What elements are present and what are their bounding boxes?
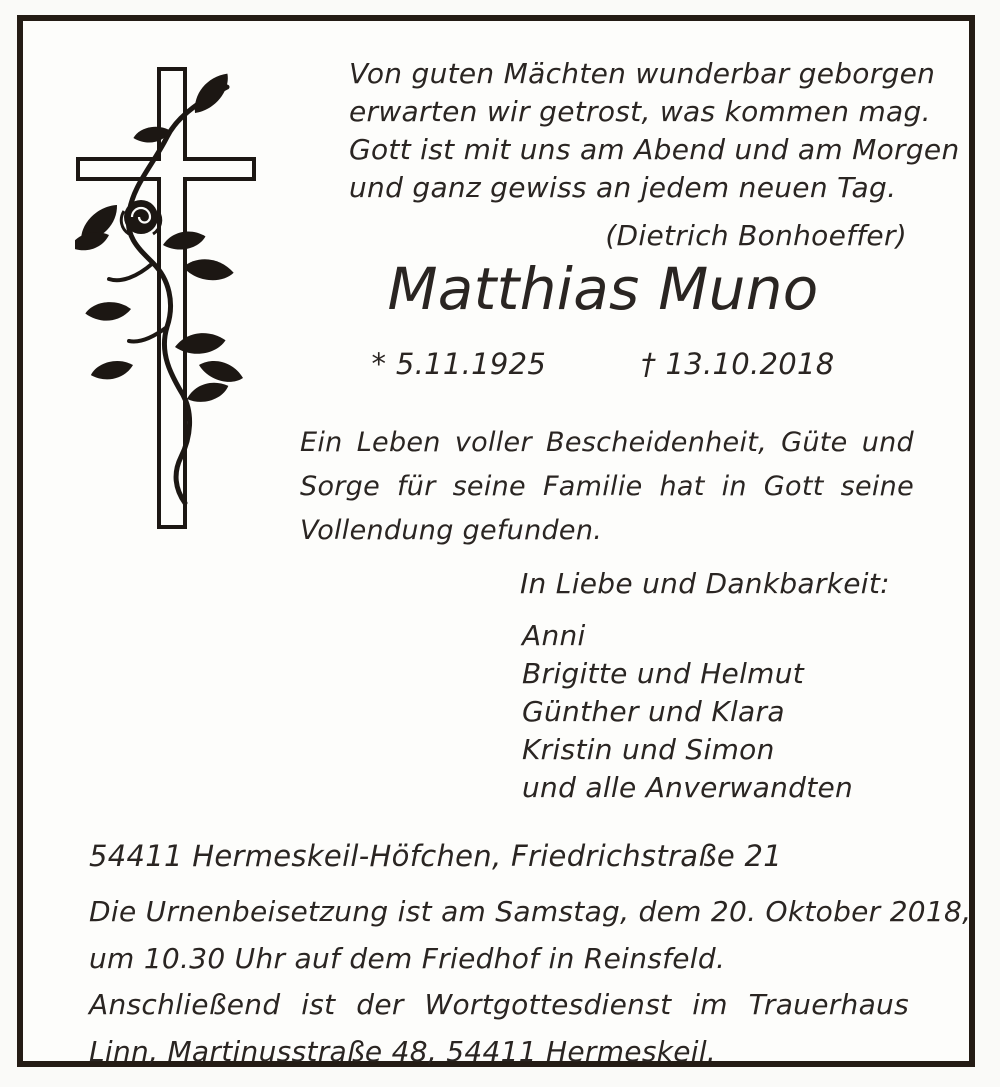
mourner-name: Anni: [522, 619, 586, 652]
verse-line: Gott ist mit uns am Abend und am Morgen: [349, 133, 960, 166]
tribute-line: Ein Leben voller Bescheidenheit, Güte und: [300, 427, 914, 458]
tribute-line: Sorge für seine Familie hat in Gott seine: [300, 471, 914, 502]
funeral-line: Die Urnenbeisetzung ist am Samstag, dem 20. Oktober 2018,: [89, 895, 972, 928]
mourners-heading: In Liebe und Dankbarkeit:: [520, 567, 890, 600]
verse-line: und ganz gewiss an jedem neuen Tag.: [349, 171, 897, 204]
funeral-information: [89, 889, 972, 1075]
obituary-frame-border: [17, 15, 975, 1067]
verse-attribution: (Dietrich Bonhoeffer): [605, 219, 907, 252]
mourners-list: [522, 617, 853, 807]
mourner-name: Kristin und Simon: [522, 733, 775, 766]
birth-date: * 5.11.1925: [371, 347, 547, 381]
death-date: † 13.10.2018: [641, 347, 835, 381]
verse-line: Von guten Mächten wunderbar geborgen: [349, 57, 936, 90]
funeral-line: um 10.30 Uhr auf dem Friedhof in Reinsfeld.: [89, 941, 726, 975]
tribute-line: Vollendung gefunden.: [300, 515, 603, 546]
mourner-name: und alle Anverwandten: [522, 771, 854, 804]
funeral-line: Linn, Martinusstraße 48, 54411 Hermeskeil.: [89, 1034, 717, 1068]
cross-rose-vine-icon: [75, 65, 257, 531]
verse-line: erwarten wir getrost, was kommen mag.: [349, 95, 931, 128]
mourner-name: Brigitte und Helmut: [522, 657, 805, 690]
deceased-name: Matthias Muno: [387, 255, 819, 323]
tribute-paragraph: [300, 421, 914, 553]
funeral-line: Anschließend ist der Wortgottesdienst im Trauerhaus: [89, 988, 909, 1021]
home-address: 54411 Hermeskeil-Höfchen, Friedrichstraße 21: [89, 839, 783, 873]
mourner-name: Günther und Klara: [522, 695, 785, 728]
opening-verse: [349, 55, 960, 255]
life-dates: [303, 347, 903, 381]
